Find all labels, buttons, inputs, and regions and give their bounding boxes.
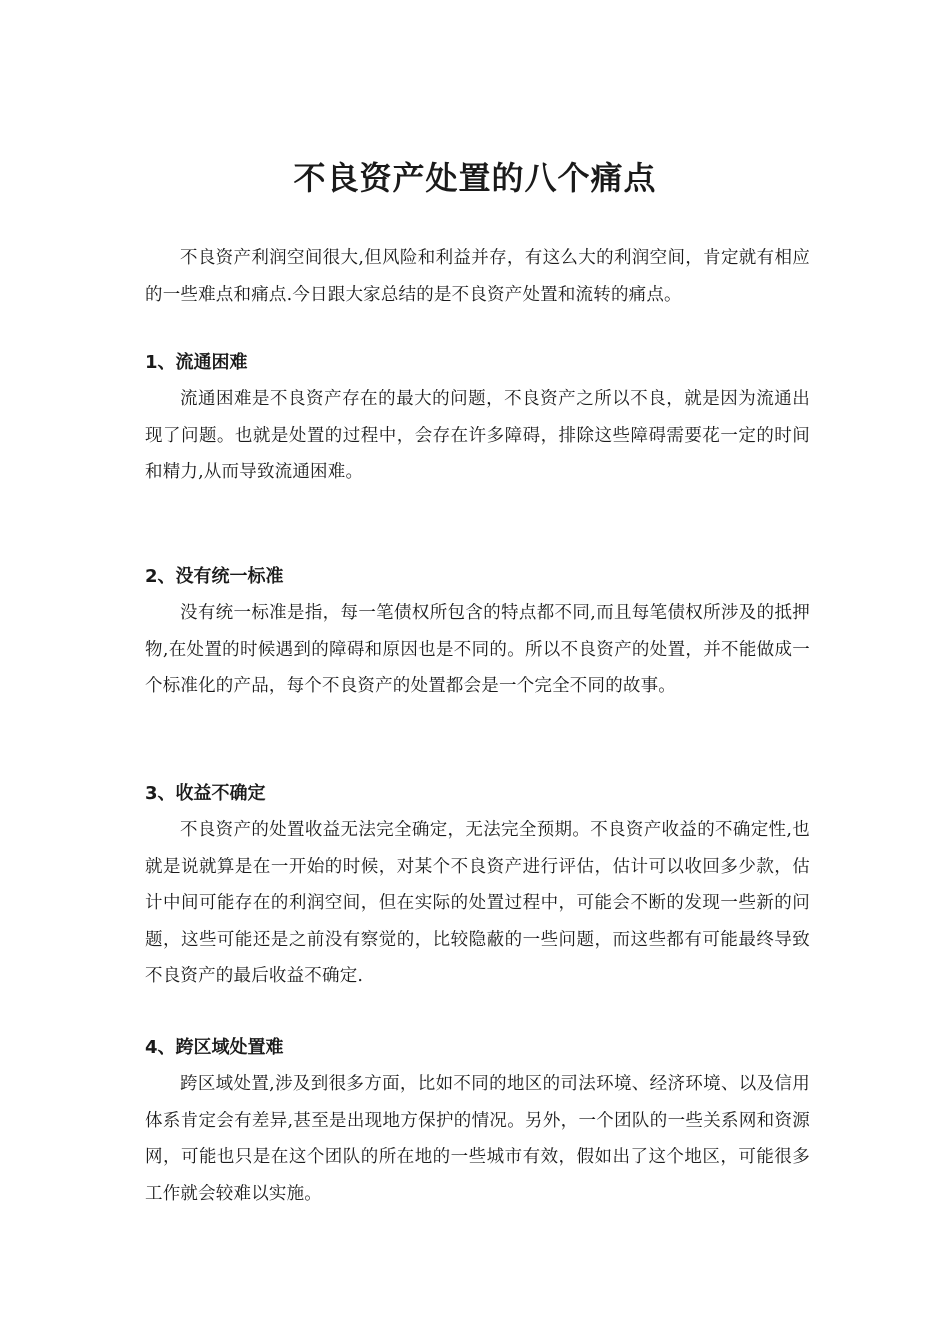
section-body: 跨区域处置,涉及到很多方面，比如不同的地区的司法环境、经济环境、以及信用体系肯定会有差异,甚至是出现地方保护的情况。另外，一个团队的一些关系网和资源网，可能也只是在这个团队的所在地的一些城市有效，假如出了这个地区，可能很多工作就会较难以实施。 <box>145 1074 810 1204</box>
section-body: 没有统一标准是指，每一笔债权所包含的特点都不同,而且每笔债权所涉及的抵押物,在处置的时候遇到的障碍和原因也是不同的。所以不良资产的处置，并不能做成一个标准化的产品，每个不良资产的处置都会是一个完全不同的故事。 <box>145 603 810 696</box>
section-body: 不良资产的处置收益无法完全确定，无法完全预期。不良资产收益的不确定性,也就是说就算是在一开始的时候，对某个不良资产进行评估，估计可以收回多少款，估计中间可能存在的利润空间，但在实际的处置过程中，可能会不断的发现一些新的问题，这些可能还是之前没有察觉的，比较隐蔽的一些问题，而这些都有可能最终导致不良资产的最后收益不确定. <box>145 820 810 986</box>
section-3 <box>145 776 810 995</box>
section-heading: 3、收益不确定 <box>145 783 266 804</box>
section-1 <box>145 345 810 491</box>
section-4 <box>145 1030 810 1212</box>
document-title: 不良资产处置的八个痛点 <box>293 159 657 197</box>
intro-block <box>145 240 810 313</box>
section-heading: 1、流通困难 <box>145 352 248 373</box>
section-heading: 2、没有统一标准 <box>145 566 284 587</box>
intro-paragraph: 不良资产利润空间很大,但风险和利益并存，有这么大的利润空间，肯定就有相应的一些难点和痛点.今日跟大家总结的是不良资产处置和流转的痛点。 <box>145 248 810 305</box>
section-2 <box>145 559 810 705</box>
section-body: 流通困难是不良资产存在的最大的问题，不良资产之所以不良，就是因为流通出现了问题。也就是处置的过程中，会存在许多障碍，排除这些障碍需要花一定的时间和精力,从而导致流通困难。 <box>145 389 810 482</box>
section-heading: 4、跨区域处置难 <box>145 1037 284 1058</box>
